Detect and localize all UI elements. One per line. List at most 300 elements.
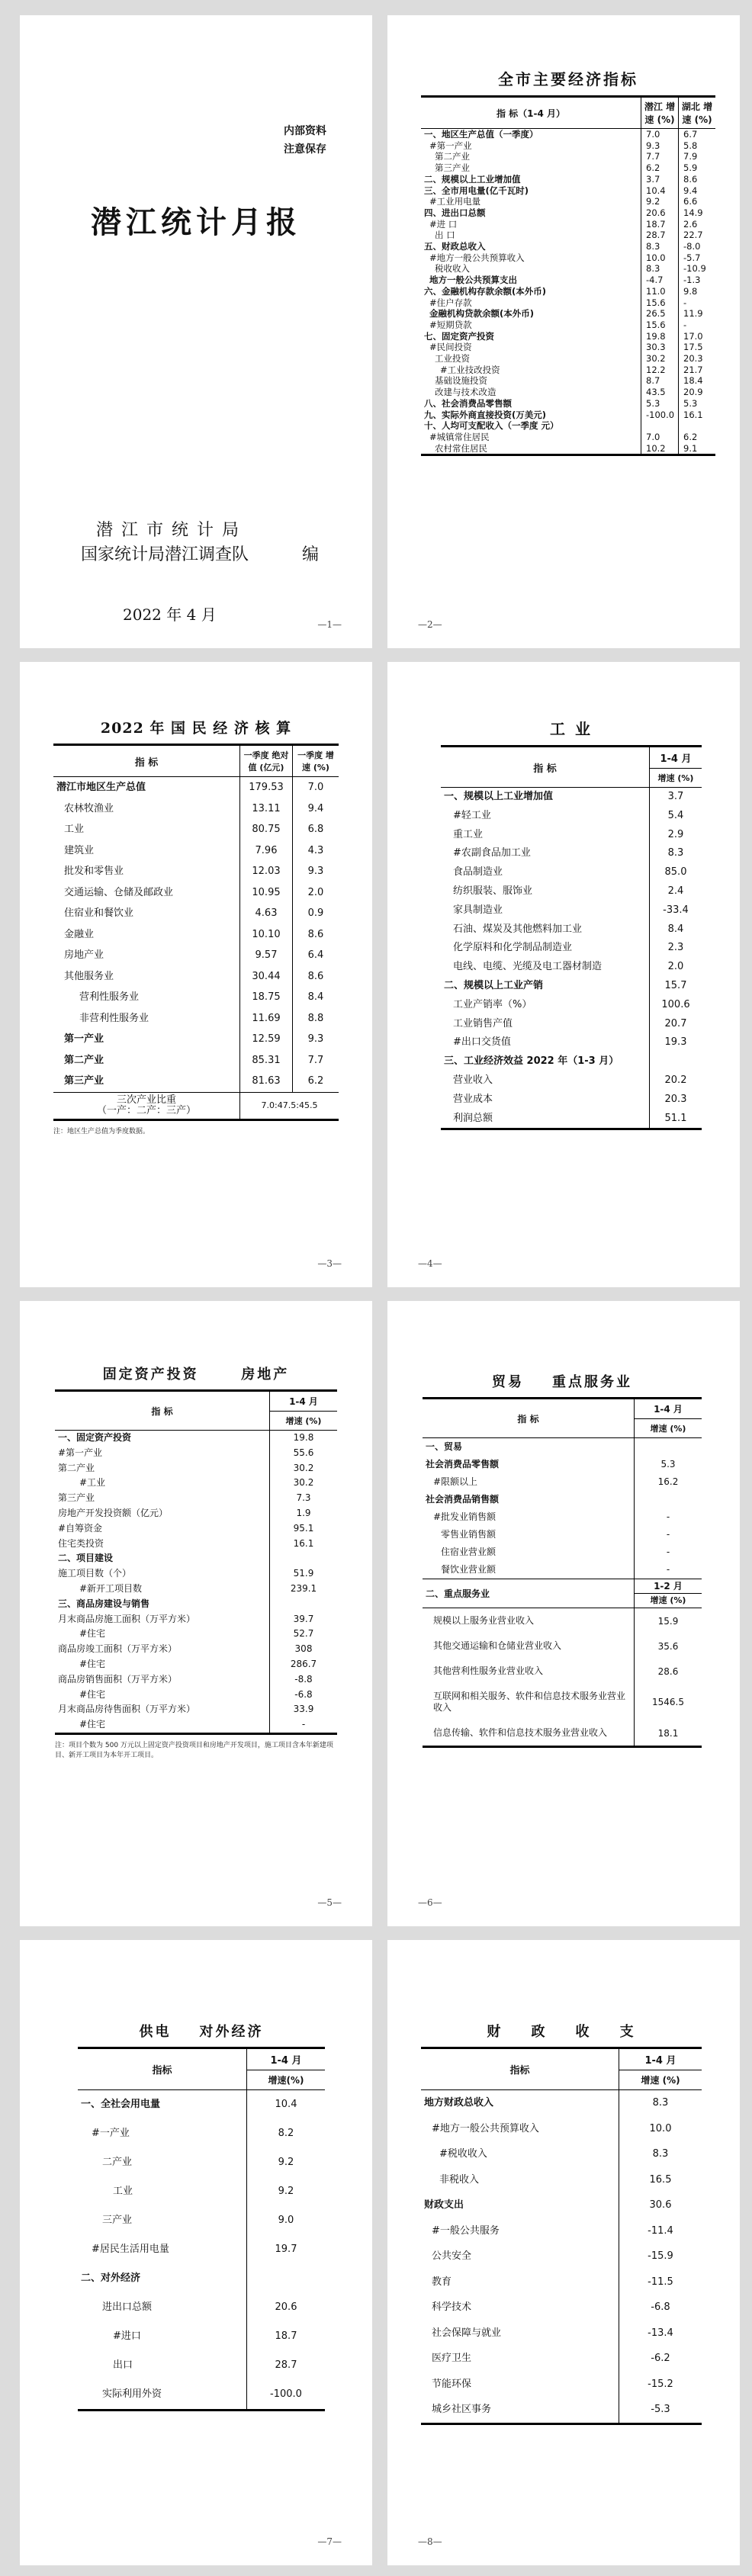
row-value: 17.5 bbox=[679, 342, 716, 353]
row-value: 8.7 bbox=[641, 375, 679, 387]
row-label: 商品房销售面积（万平方米） bbox=[58, 1673, 178, 1685]
row-label: 其他营利性服务业营业收入 bbox=[433, 1665, 544, 1676]
row-value: -1.3 bbox=[679, 275, 716, 286]
table-row bbox=[423, 1684, 702, 1720]
table-row bbox=[441, 788, 702, 807]
row-label: #批发业销售额 bbox=[433, 1511, 497, 1522]
row-label: #新开工项目数 bbox=[79, 1582, 143, 1594]
row-label: 月末商品房待售面积（万平方米） bbox=[58, 1704, 196, 1715]
row-label: 城乡社区事务 bbox=[421, 2397, 619, 2423]
table-row bbox=[78, 2235, 325, 2264]
row-value: 2.0 bbox=[293, 882, 339, 904]
publish-date: 2022 年 4 月 bbox=[123, 605, 217, 624]
page-title: 供电 对外经济 bbox=[139, 2024, 264, 2040]
page-number: —3— bbox=[317, 1258, 342, 1269]
row-value: 8.2 bbox=[247, 2119, 326, 2148]
confidential-note: 内部资料 注意保存 bbox=[284, 125, 326, 156]
table-row bbox=[423, 1491, 702, 1508]
row-value: -4.7 bbox=[641, 275, 679, 286]
row-value: 81.63 bbox=[240, 1071, 293, 1092]
table-row bbox=[53, 819, 339, 840]
row-value: 28.6 bbox=[635, 1659, 702, 1684]
table-row bbox=[55, 1521, 337, 1537]
row-label: 科学技术 bbox=[432, 2301, 472, 2313]
row-label: #住宅 bbox=[79, 1688, 106, 1700]
page-1-cover bbox=[20, 15, 372, 648]
table-row bbox=[421, 196, 715, 207]
row-label: 农村常住居民 bbox=[421, 443, 641, 455]
table-row bbox=[441, 882, 702, 901]
row-value: 9.0 bbox=[247, 2206, 326, 2235]
table-row bbox=[423, 1438, 702, 1457]
row-value: 2.3 bbox=[650, 939, 702, 958]
row-value: 20.9 bbox=[679, 387, 716, 398]
row-value: 8.8 bbox=[293, 1008, 339, 1029]
row-label: #自筹资金 bbox=[58, 1522, 103, 1534]
row-value: 15.6 bbox=[641, 320, 679, 331]
table-row bbox=[78, 2351, 325, 2380]
row-value: 8.3 bbox=[641, 241, 679, 252]
row-label: 住宅类投资 bbox=[58, 1537, 104, 1549]
table-row bbox=[421, 2397, 702, 2423]
row-value: 0.9 bbox=[293, 903, 339, 924]
row-value: 6.4 bbox=[293, 945, 339, 966]
table-row bbox=[441, 1033, 702, 1052]
row-label: 农林牧渔业 bbox=[64, 802, 114, 814]
row-value: 7.0 bbox=[293, 777, 339, 798]
row-label: #短期贷款 bbox=[429, 319, 472, 330]
row-value: 7.0 bbox=[641, 129, 679, 140]
table-row bbox=[421, 2269, 702, 2295]
row-value: 9.3 bbox=[293, 1029, 339, 1050]
table-row bbox=[53, 945, 339, 966]
col-header-unit: 增速 (%) bbox=[635, 1419, 702, 1438]
page-number: —4— bbox=[418, 1258, 442, 1269]
row-label: 交通运输、仓储及邮政业 bbox=[64, 886, 174, 898]
investment-table bbox=[55, 1389, 337, 1735]
col-header-period: 1-4 月 bbox=[247, 2048, 326, 2070]
row-value: 7.7 bbox=[641, 151, 679, 162]
table-row bbox=[53, 924, 339, 946]
row-value: 1.9 bbox=[270, 1506, 338, 1521]
ratio-label: 三次产业比重 （一产：二产：三产） bbox=[96, 1094, 196, 1116]
row-value: -15.9 bbox=[619, 2244, 702, 2269]
row-value: 2.9 bbox=[650, 826, 702, 845]
table-row bbox=[421, 2372, 702, 2398]
row-label: 三、全市用电量(亿千瓦时) bbox=[424, 185, 529, 196]
page-7-power-foreign bbox=[20, 1940, 372, 2565]
row-label: 三、商品房建设与销售 bbox=[58, 1598, 150, 1609]
table-row bbox=[55, 1612, 337, 1627]
row-label: 其他服务业 bbox=[64, 970, 114, 982]
page-3-gdp-accounting bbox=[20, 662, 372, 1287]
row-value: 239.1 bbox=[270, 1582, 338, 1597]
row-label: 第二产业 bbox=[64, 1054, 104, 1066]
row-value: - bbox=[679, 297, 716, 309]
row-value: - bbox=[679, 320, 716, 331]
row-value: 14.9 bbox=[679, 207, 716, 219]
row-value: 8.3 bbox=[619, 2141, 702, 2167]
row-value: 30.2 bbox=[270, 1461, 338, 1476]
section-services-label: 二、重点服务业 bbox=[423, 1579, 635, 1608]
row-value: 20.3 bbox=[650, 1090, 702, 1110]
row-value: 11.69 bbox=[240, 1008, 293, 1029]
row-label: 一、地区生产总值（一季度） bbox=[424, 129, 538, 140]
row-value: - bbox=[635, 1561, 702, 1579]
table-row bbox=[421, 2192, 702, 2218]
row-label: 工业产销率（%） bbox=[453, 998, 532, 1010]
row-value: 5.9 bbox=[679, 162, 716, 174]
row-value: 55.6 bbox=[270, 1446, 338, 1461]
col-header-unit: 增速 (%) bbox=[650, 769, 702, 788]
row-value: 6.8 bbox=[293, 819, 339, 840]
table-row bbox=[441, 939, 702, 958]
table-row bbox=[55, 1476, 337, 1491]
table-row bbox=[55, 1431, 337, 1446]
power-table bbox=[78, 2047, 325, 2411]
table-row bbox=[441, 807, 702, 826]
col-header-indicator: 指 标 bbox=[441, 747, 650, 788]
table-row bbox=[53, 903, 339, 924]
row-label: 节能环保 bbox=[432, 2378, 472, 2390]
row-label: #住户存款 bbox=[429, 297, 472, 308]
row-label: 工业销售产值 bbox=[453, 1017, 513, 1029]
row-value: 2.4 bbox=[650, 882, 702, 901]
col-header-value: 一季度 绝对值 (亿元) bbox=[240, 745, 293, 777]
row-label: #第一产业 bbox=[429, 140, 472, 151]
row-value bbox=[679, 420, 716, 432]
table-row bbox=[421, 2321, 702, 2346]
row-label: 商品房竣工面积（万平方米） bbox=[58, 1643, 178, 1655]
row-value: 12.03 bbox=[240, 861, 293, 882]
page-number: —1— bbox=[317, 619, 342, 630]
row-label: 财政支出 bbox=[424, 2199, 464, 2211]
row-label: 二、规模以上工业产销 bbox=[444, 979, 544, 991]
row-label: 九、实际外商直接投资(万美元) bbox=[424, 409, 547, 420]
row-value: 9.57 bbox=[240, 945, 293, 966]
row-value: -5.3 bbox=[619, 2397, 702, 2423]
table-row bbox=[78, 2206, 325, 2235]
row-label: #税收收入 bbox=[439, 2148, 487, 2160]
row-value: 8.6 bbox=[293, 924, 339, 946]
table-row bbox=[53, 840, 339, 862]
row-value: 16.1 bbox=[270, 1537, 338, 1552]
table-row bbox=[55, 1491, 337, 1506]
table-row bbox=[441, 977, 702, 996]
col-header-indicator: 指标 bbox=[78, 2048, 247, 2090]
row-value: 19.8 bbox=[270, 1431, 338, 1446]
row-value: -100.0 bbox=[247, 2380, 326, 2411]
table-row bbox=[78, 2148, 325, 2177]
row-value: 10.4 bbox=[247, 2090, 326, 2120]
row-label: 营业成本 bbox=[453, 1093, 493, 1105]
row-label: 第三产业 bbox=[58, 1492, 95, 1504]
table-row bbox=[55, 1717, 337, 1733]
row-value: 17.0 bbox=[679, 331, 716, 342]
table-row bbox=[421, 286, 715, 297]
row-value: 3.7 bbox=[641, 174, 679, 185]
table-row bbox=[53, 1050, 339, 1071]
row-value: 95.1 bbox=[270, 1521, 338, 1537]
row-label: 基础设施投资 bbox=[435, 375, 487, 387]
row-value: -15.2 bbox=[619, 2372, 702, 2398]
row-value: 308 bbox=[270, 1642, 338, 1657]
row-label: 社会保障与就业 bbox=[432, 2327, 502, 2339]
page-title: 全市主要经济指标 bbox=[498, 70, 638, 88]
row-value: 15.7 bbox=[650, 977, 702, 996]
row-value: 10.95 bbox=[240, 882, 293, 904]
footnote: 注：项目个数为 500 万元以上固定资产投资项目和房地产开发项目，施工项目含本年新建项目、新开工项目为本年开工项目。 bbox=[55, 1741, 333, 1759]
col-header-unit: 增速 (%) bbox=[619, 2070, 702, 2090]
table-row bbox=[55, 1688, 337, 1703]
row-label: 食品制造业 bbox=[453, 866, 503, 878]
table-row bbox=[421, 432, 715, 443]
table-row bbox=[421, 342, 715, 353]
table-row bbox=[55, 1642, 337, 1657]
row-value: 8.3 bbox=[641, 263, 679, 275]
row-value: 9.8 bbox=[679, 286, 716, 297]
table-row bbox=[421, 174, 715, 185]
table-row bbox=[441, 844, 702, 863]
table-row bbox=[421, 410, 715, 421]
col-header-period: 1-4 月 bbox=[619, 2048, 702, 2070]
table-row bbox=[55, 1446, 337, 1461]
footnote: 注：地区生产总值为季度数据。 bbox=[53, 1127, 150, 1135]
row-label: #轻工业 bbox=[453, 809, 491, 821]
row-label: 第三产业 bbox=[435, 162, 470, 174]
row-value bbox=[270, 1551, 338, 1566]
row-value: 51.9 bbox=[270, 1566, 338, 1582]
row-value: 10.10 bbox=[240, 924, 293, 946]
table-row bbox=[55, 1551, 337, 1566]
row-value: 20.2 bbox=[650, 1071, 702, 1090]
row-label: 利润总额 bbox=[441, 1110, 650, 1129]
row-value: 80.75 bbox=[240, 819, 293, 840]
row-value: 5.8 bbox=[679, 140, 716, 152]
row-value bbox=[247, 2264, 326, 2293]
row-value: -8.0 bbox=[679, 241, 716, 252]
row-label: 医疗卫生 bbox=[432, 2353, 472, 2364]
table-row bbox=[78, 2264, 325, 2293]
row-label: #进口 bbox=[113, 2330, 141, 2342]
row-value: 18.1 bbox=[635, 1720, 702, 1747]
col-header-qianjiang: 潜江 增速 (%) bbox=[641, 97, 679, 129]
row-label: 规模以上服务业营业收入 bbox=[433, 1615, 535, 1626]
row-value: 30.2 bbox=[641, 353, 679, 365]
table-row bbox=[441, 901, 702, 920]
table-row bbox=[441, 1015, 702, 1034]
row-value: 9.2 bbox=[247, 2148, 326, 2177]
row-value: 30.2 bbox=[270, 1476, 338, 1491]
row-label: 实际利用外资 bbox=[78, 2380, 247, 2411]
table-row bbox=[53, 1008, 339, 1029]
row-label: 一、固定资产投资 bbox=[58, 1432, 132, 1443]
row-label: 二产业 bbox=[102, 2157, 133, 2168]
row-label: 家具制造业 bbox=[453, 904, 503, 916]
row-label: 信息传输、软件和信息技术服务业营业收入 bbox=[423, 1720, 635, 1747]
row-value: 8.3 bbox=[619, 2090, 702, 2116]
row-value: -100.0 bbox=[641, 410, 679, 421]
table-row bbox=[421, 230, 715, 241]
row-label: #城镇常住居民 bbox=[429, 431, 490, 442]
row-value: 20.6 bbox=[641, 207, 679, 219]
table-row bbox=[421, 2141, 702, 2167]
row-value: 18.7 bbox=[247, 2322, 326, 2351]
table-row bbox=[423, 1561, 702, 1579]
row-label: 住宿业营业额 bbox=[441, 1547, 497, 1557]
table-row bbox=[423, 1608, 702, 1634]
col-header-period: 1-4 月 bbox=[635, 1399, 702, 1419]
row-label: 五、财政总收入 bbox=[424, 241, 486, 252]
row-value: 7.0 bbox=[641, 432, 679, 443]
row-value: 3.7 bbox=[650, 788, 702, 807]
col-header-indicator: 指标 bbox=[421, 2048, 619, 2090]
table-row bbox=[421, 375, 715, 387]
row-value: 5.3 bbox=[635, 1456, 702, 1473]
row-value: 286.7 bbox=[270, 1657, 338, 1672]
row-label: 社会消费品零售额 bbox=[426, 1459, 500, 1469]
row-label: 社会消费品销售额 bbox=[426, 1494, 500, 1505]
row-value bbox=[635, 1438, 702, 1457]
row-value: 4.63 bbox=[240, 903, 293, 924]
row-label: 施工项目数（个） bbox=[58, 1568, 132, 1579]
table-row bbox=[55, 1657, 337, 1672]
row-label: #工业 bbox=[79, 1477, 106, 1489]
table-row bbox=[78, 2380, 325, 2411]
row-value: -10.9 bbox=[679, 263, 716, 275]
table-row bbox=[421, 2116, 702, 2142]
table-row bbox=[55, 1627, 337, 1642]
row-label: 进出口总额 bbox=[102, 2301, 153, 2313]
row-value: 15.6 bbox=[641, 297, 679, 309]
table-row bbox=[441, 1090, 702, 1110]
table-row bbox=[421, 151, 715, 162]
row-label: 房地产开发投资额（亿元） bbox=[58, 1507, 169, 1518]
page-2-key-indicators bbox=[387, 15, 740, 648]
row-value: 7.3 bbox=[270, 1491, 338, 1506]
table-row bbox=[421, 2295, 702, 2321]
row-label: #居民生活用电量 bbox=[92, 2244, 169, 2255]
table-row bbox=[423, 1473, 702, 1491]
page-number: —8— bbox=[418, 2536, 442, 2547]
row-value: 21.7 bbox=[679, 365, 716, 376]
table-row bbox=[421, 207, 715, 219]
table-row bbox=[78, 2090, 325, 2120]
row-label: 第一产业 bbox=[64, 1033, 104, 1045]
row-value: 8.6 bbox=[293, 966, 339, 988]
row-label: 零售业销售额 bbox=[441, 1529, 497, 1540]
row-label: 化学原料和化学制品制造业 bbox=[453, 942, 573, 954]
row-value: 28.7 bbox=[641, 230, 679, 241]
table-row bbox=[55, 1537, 337, 1552]
row-value: 16.5 bbox=[619, 2167, 702, 2193]
col-header-growth: 一季度 增速 (%) bbox=[293, 745, 339, 777]
row-label: #一般公共服务 bbox=[432, 2224, 500, 2237]
page-title: 财 政 收 支 bbox=[487, 2024, 636, 2040]
page-title: 2022 年 国 民 经 济 核 算 bbox=[100, 720, 292, 737]
row-value: 5.3 bbox=[641, 398, 679, 410]
col-header-period-2: 1-2 月 bbox=[635, 1579, 702, 1594]
row-label: #工业用电量 bbox=[429, 196, 481, 207]
row-value: 9.4 bbox=[293, 798, 339, 820]
table-row bbox=[441, 996, 702, 1015]
table-row bbox=[423, 1456, 702, 1473]
row-value: -11.5 bbox=[619, 2269, 702, 2295]
row-value: 12.59 bbox=[240, 1029, 293, 1050]
row-value: 4.3 bbox=[293, 840, 339, 862]
row-label: 工业 bbox=[113, 2186, 133, 2197]
row-value: 8.4 bbox=[650, 920, 702, 940]
table-row bbox=[421, 420, 715, 432]
table-row bbox=[421, 2244, 702, 2269]
row-label: 非税收入 bbox=[439, 2173, 480, 2186]
row-value: 22.7 bbox=[679, 230, 716, 241]
table-row bbox=[421, 2346, 702, 2372]
table-row bbox=[421, 320, 715, 331]
table-row bbox=[421, 185, 715, 197]
row-label: 纺织服装、服饰业 bbox=[453, 885, 533, 897]
page-title: 工 业 bbox=[550, 720, 593, 738]
row-value: 100.6 bbox=[650, 996, 702, 1015]
row-label: #地方一般公共预算收入 bbox=[432, 2122, 539, 2134]
table-row bbox=[421, 2167, 702, 2193]
row-value: 19.3 bbox=[650, 1033, 702, 1052]
row-value: 43.5 bbox=[641, 387, 679, 398]
row-value: 26.5 bbox=[641, 308, 679, 320]
col-header-indicator: 指 标（1-4 月） bbox=[421, 97, 641, 129]
row-value: 7.9 bbox=[679, 151, 716, 162]
row-label: 电线、电缆、光缆及电工器材制造 bbox=[453, 961, 603, 973]
row-value: 13.11 bbox=[240, 798, 293, 820]
row-label: 四、进出口总额 bbox=[424, 207, 486, 218]
row-value: 5.4 bbox=[650, 807, 702, 826]
row-label: 营业收入 bbox=[453, 1074, 493, 1086]
table-row bbox=[421, 443, 715, 455]
row-label: 建筑业 bbox=[64, 844, 95, 856]
report-title: 潜江统计月报 bbox=[91, 205, 301, 240]
row-label: #工业技改投资 bbox=[440, 364, 500, 375]
row-value: 10.4 bbox=[641, 185, 679, 197]
row-value: 9.3 bbox=[293, 861, 339, 882]
table-row bbox=[421, 241, 715, 252]
row-label: 工业 bbox=[64, 824, 85, 835]
row-value: 7.96 bbox=[240, 840, 293, 862]
row-value: 9.1 bbox=[679, 443, 716, 455]
table-row bbox=[55, 1461, 337, 1476]
table-row bbox=[55, 1582, 337, 1597]
col-header-indicator: 指 标 bbox=[55, 1391, 270, 1431]
row-label: 住宿业和餐饮业 bbox=[64, 907, 134, 919]
row-value: 18.7 bbox=[641, 219, 679, 230]
row-label: 月末商品房施工面积（万平方米） bbox=[58, 1613, 196, 1624]
row-value: 2.0 bbox=[650, 958, 702, 977]
row-value bbox=[650, 1052, 702, 1071]
table-row bbox=[421, 162, 715, 174]
row-label: 一、贸易 bbox=[426, 1441, 463, 1452]
row-label: 七、固定资产投资 bbox=[424, 330, 494, 342]
table-row bbox=[441, 1052, 702, 1071]
row-label: #限额以上 bbox=[433, 1476, 478, 1487]
row-label: 地方财政总收入 bbox=[424, 2097, 494, 2109]
table-row bbox=[441, 826, 702, 845]
table-row bbox=[421, 219, 715, 230]
row-label: 教育 bbox=[432, 2276, 452, 2288]
row-label: 其他交通运输和仓储业营业收入 bbox=[433, 1640, 562, 1651]
row-label: 二、规模以上工业增加值 bbox=[424, 173, 521, 185]
table-row bbox=[55, 1672, 337, 1688]
row-label: 公共安全 bbox=[432, 2250, 472, 2262]
row-value: 6.2 bbox=[641, 162, 679, 174]
